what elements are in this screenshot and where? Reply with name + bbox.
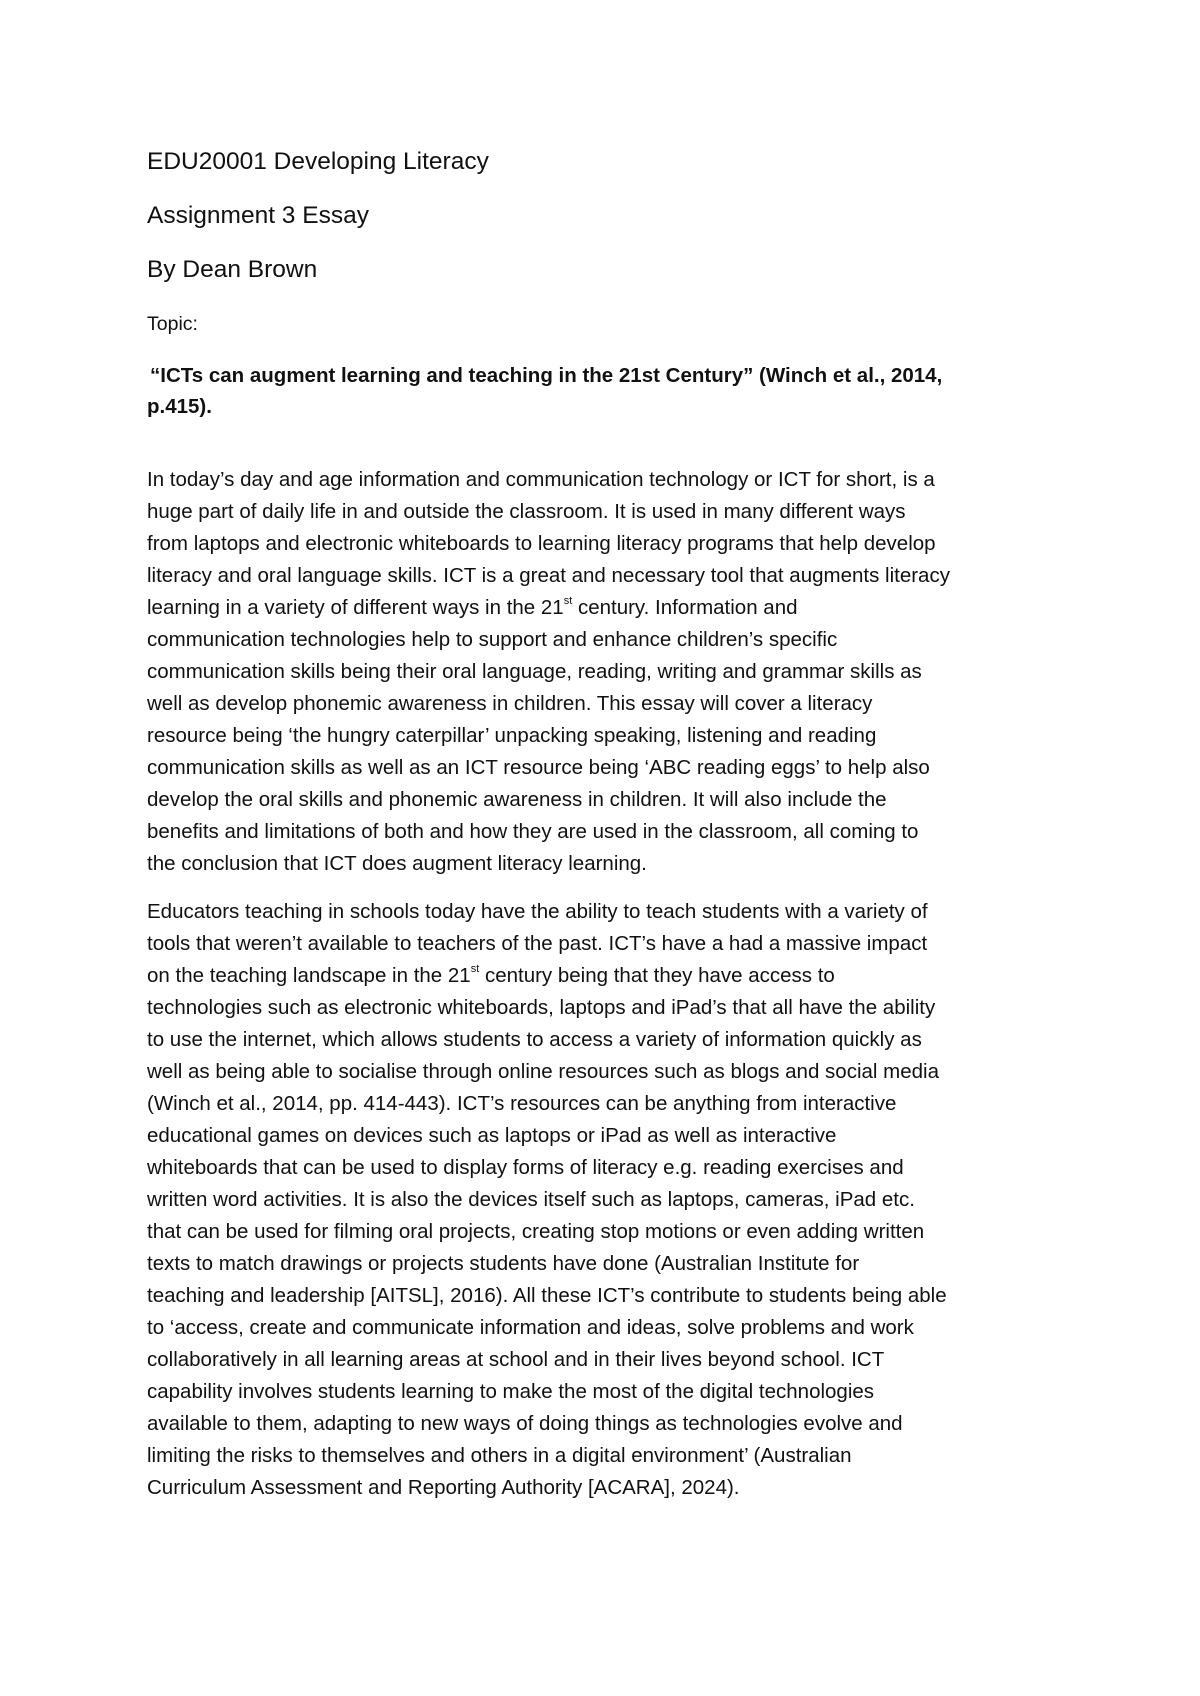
line-text: learning in a variety of different ways in the 21 [147,596,564,619]
paragraph-line: written word activities. It is also the devices itself such as laptops, cameras, iPad etc. [147,1188,915,1211]
paragraph-line: resource being ‘the hungry caterpillar’ unpacking speaking, listening and reading [147,724,877,747]
paragraph-line: to ‘access, create and communicate information and ideas, solve problems and work [147,1316,914,1339]
paragraph-line: technologies such as electronic whiteboards, laptops and iPad’s that all have the ability [147,996,936,1019]
paragraph-line: well as being able to socialise through online resources such as blogs and social media [147,1060,939,1083]
paragraph-line: benefits and limitations of both and how they are used in the classroom, all coming to [147,820,919,843]
ordinal-suffix: st [563,595,573,608]
paragraph-line: Educators teaching in schools today have the ability to teach students with a variety of [147,900,928,923]
paragraph-line [147,592,1067,624]
paragraph-line: educational games on devices such as laptops or iPad as well as interactive [147,1124,837,1147]
paragraph-line: tools that weren’t available to teachers of the past. ICT’s have a had a massive impact [147,932,928,955]
author-line: By Dean Brown [147,256,318,283]
paragraph-line: (Winch et al., 2014, pp. 414-443). ICT’s resources can be anything from interactive [147,1092,897,1115]
paragraph-line: the conclusion that ICT does augment literacy learning. [147,852,647,875]
paragraph-line: well as develop phonemic awareness in children. This essay will cover a literacy [147,692,873,715]
line-text: century. Information and [572,596,798,619]
body-paragraph-1 [147,896,1067,1504]
paragraph-line: huge part of daily life in and outside the classroom. It is used in many different ways [147,500,906,523]
paragraph-line [147,960,1067,992]
paragraph-line: In today’s day and age information and communication technology or ICT for short, is a [147,468,935,491]
paragraph-line: communication technologies help to support and enhance children’s specific [147,628,838,651]
paragraph-line: Curriculum Assessment and Reporting Authority [ACARA], 2024). [147,1476,740,1499]
line-text: on the teaching landscape in the 21 [147,964,471,987]
paragraph-line: capability involves students learning to make the most of the digital technologies [147,1380,875,1403]
topic-quote-line: “ICTs can augment learning and teaching in the 21st Century” (Winch et al., 2014, [150,364,943,387]
paragraph-line: texts to match drawings or projects students have done (Australian Institute for [147,1252,860,1275]
topic-label: Topic: [147,313,198,335]
paragraph-line: communication skills as well as an ICT resource being ‘ABC reading eggs’ to help also [147,756,930,779]
paragraph-line: that can be used for filming oral projects, creating stop motions or even adding written [147,1220,925,1243]
assignment-title: Assignment 3 Essay [147,202,369,229]
paragraph-line: communication skills being their oral language, reading, writing and grammar skills as [147,660,922,683]
paragraph-line: develop the oral skills and phonemic awareness in children. It will also include the [147,788,887,811]
paragraph-line: limiting the risks to themselves and others in a digital environment’ (Australian [147,1444,852,1467]
course-title: EDU20001 Developing Literacy [147,148,489,175]
paragraph-line: available to them, adapting to new ways of doing things as technologies evolve and [147,1412,903,1435]
document-page [147,146,1067,1504]
paragraph-line: literacy and oral language skills. ICT is a great and necessary tool that augments literacy [147,564,950,587]
paragraph-line: teaching and leadership [AITSL], 2016). All these ICT’s contribute to students being able [147,1284,947,1307]
paragraph-line: whiteboards that can be used to display forms of literacy e.g. reading exercises and [147,1156,904,1179]
paragraph-line: from laptops and electronic whiteboards to learning literacy programs that help develop [147,532,936,555]
line-text: century being that they have access to [479,964,835,987]
topic-quote [147,360,1067,422]
intro-paragraph [147,464,1067,880]
topic-quote-line: p.415). [147,395,212,418]
paragraph-line: to use the internet, which allows students to access a variety of information quickly as [147,1028,922,1051]
ordinal-suffix: st [470,963,480,976]
paragraph-line: collaboratively in all learning areas at school and in their lives beyond school. ICT [147,1348,885,1371]
